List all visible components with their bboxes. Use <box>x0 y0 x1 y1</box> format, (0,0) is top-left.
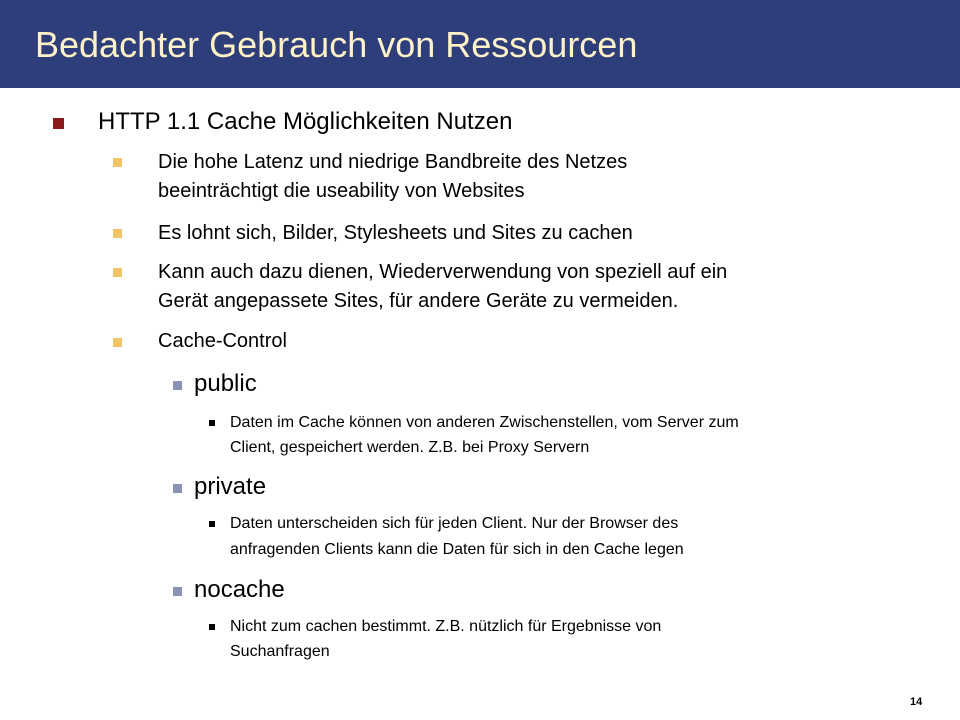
bullet-level4-icon <box>209 521 215 527</box>
point-line: Gerät angepassete Sites, für andere Geräte zu vermeiden. <box>158 290 679 312</box>
bullet-level4-icon <box>209 420 215 426</box>
directive-detail-line: anfragenden Clients kann die Daten für sich in den Cache legen <box>230 541 684 558</box>
point-line: Die hohe Latenz und niedrige Bandbreite des Netzes <box>158 151 628 173</box>
directive-name: private <box>194 473 267 500</box>
point-line: Es lohnt sich, Bilder, Stylesheets und Sites zu cachen <box>158 222 633 244</box>
bullet-level1-icon <box>53 118 64 129</box>
bullet-level4-icon <box>209 624 215 630</box>
directive-name: nocache <box>194 576 285 603</box>
bullet-level3-icon <box>173 381 182 390</box>
bullet-level3-icon <box>173 484 182 493</box>
slide-title: Bedachter Gebrauch von Ressourcen <box>35 24 638 65</box>
point-line: Kann auch dazu dienen, Wiederverwendung von speziell auf ein <box>158 261 728 283</box>
directive-detail-line: Client, gespeichert werden. Z.B. bei Proxy Servern <box>230 439 590 456</box>
directive-detail-line: Suchanfragen <box>230 643 330 660</box>
heading-bullet: HTTP 1.1 Cache Möglichkeiten Nutzen <box>98 108 513 135</box>
directive-detail-line: Daten unterscheiden sich für jeden Client. Nur der Browser des <box>230 515 679 532</box>
point-line: beeinträchtigt die useability von Websites <box>158 180 525 202</box>
page-number: 14 <box>910 696 923 708</box>
directive-name: public <box>194 370 257 397</box>
bullet-level2-icon <box>113 338 122 347</box>
point-line: Cache-Control <box>158 330 287 352</box>
bullet-level2-icon <box>113 158 122 167</box>
directive-detail-line: Daten im Cache können von anderen Zwischenstellen, vom Server zum <box>230 414 739 431</box>
bullet-level3-icon <box>173 587 182 596</box>
bullet-level2-icon <box>113 268 122 277</box>
directive-detail-line: Nicht zum cachen bestimmt. Z.B. nützlich für Ergebnisse von <box>230 618 662 635</box>
bullet-level2-icon <box>113 229 122 238</box>
